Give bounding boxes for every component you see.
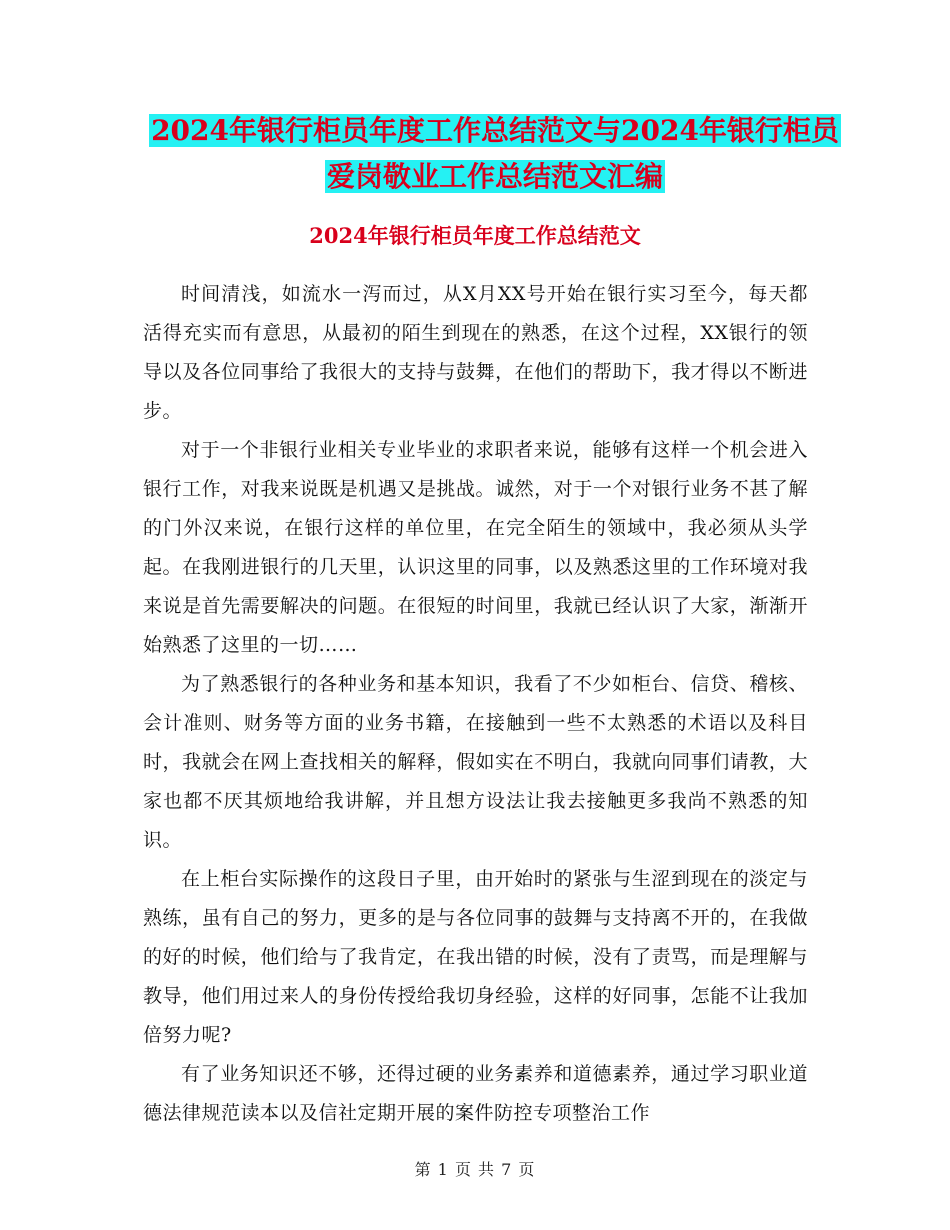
section-title: 2024年银行柜员年度工作总结范文: [309, 223, 641, 248]
body-text: [143, 275, 808, 1133]
paragraph-5: 有了业务知识还不够，还得过硬的业务素养和道德素养，通过学习职业道德法律规范读本以及信社定期开展的案件防控专项整治工作: [143, 1063, 808, 1124]
document-title: [145, 108, 845, 200]
paragraph-4: 在上柜台实际操作的这段日子里，由开始时的紧张与生涩到现在的淡定与熟练，虽有自己的努力，更多的是与各位同事的鼓舞与支持离不开的，在我做的好的时候，他们给与了我肯定，在我出错的时候，没有了责骂，而是理解与教导，他们用过来人的身份传授给我切身经验，这样的好同事，怎能不让我加倍努力呢?: [143, 868, 808, 1046]
paragraph-1: 时间清浅，如流水一泻而过，从X月XX号开始在银行实习至今，每天都活得充实而有意思，从最初的陌生到现在的熟悉，在这个过程，XX银行的领导以及各位同事给了我很大的支持与鼓舞，在他们的帮助下，我才得以不断进步。: [143, 283, 808, 422]
paragraph-2: 对于一个非银行业相关专业毕业的求职者来说，能够有这样一个机会进入银行工作，对我来说既是机遇又是挑战。诚然，对于一个对银行业务不甚了解的门外汉来说，在银行这样的单位里，在完全陌生的领域中，我必须从头学起。在我刚进银行的几天里，认识这里的同事，以及熟悉这里的工作环境对我来说是首先需要解决的问题。在很短的时间里，我就已经认识了大家，渐渐开始熟悉了这里的一切……: [143, 439, 808, 656]
page-footer: 第 1 页 共 7 页: [414, 1160, 536, 1179]
title-line-1: 2024年银行柜员年度工作总结范文与2024年银行柜员: [151, 114, 839, 147]
paragraph-3: 为了熟悉银行的各种业务和基本知识，我看了不少如柜台、信贷、稽核、会计准则、财务等方面的业务书籍，在接触到一些不太熟悉的术语以及科目时，我就会在网上查找相关的解释，假如实在不明白，我就向同事们请教，大家也都不厌其烦地给我讲解，并且想方设法让我去接触更多我尚不熟悉的知识。: [143, 673, 808, 851]
title-line-2: 爱岗敬业工作总结范文汇编: [326, 160, 663, 193]
